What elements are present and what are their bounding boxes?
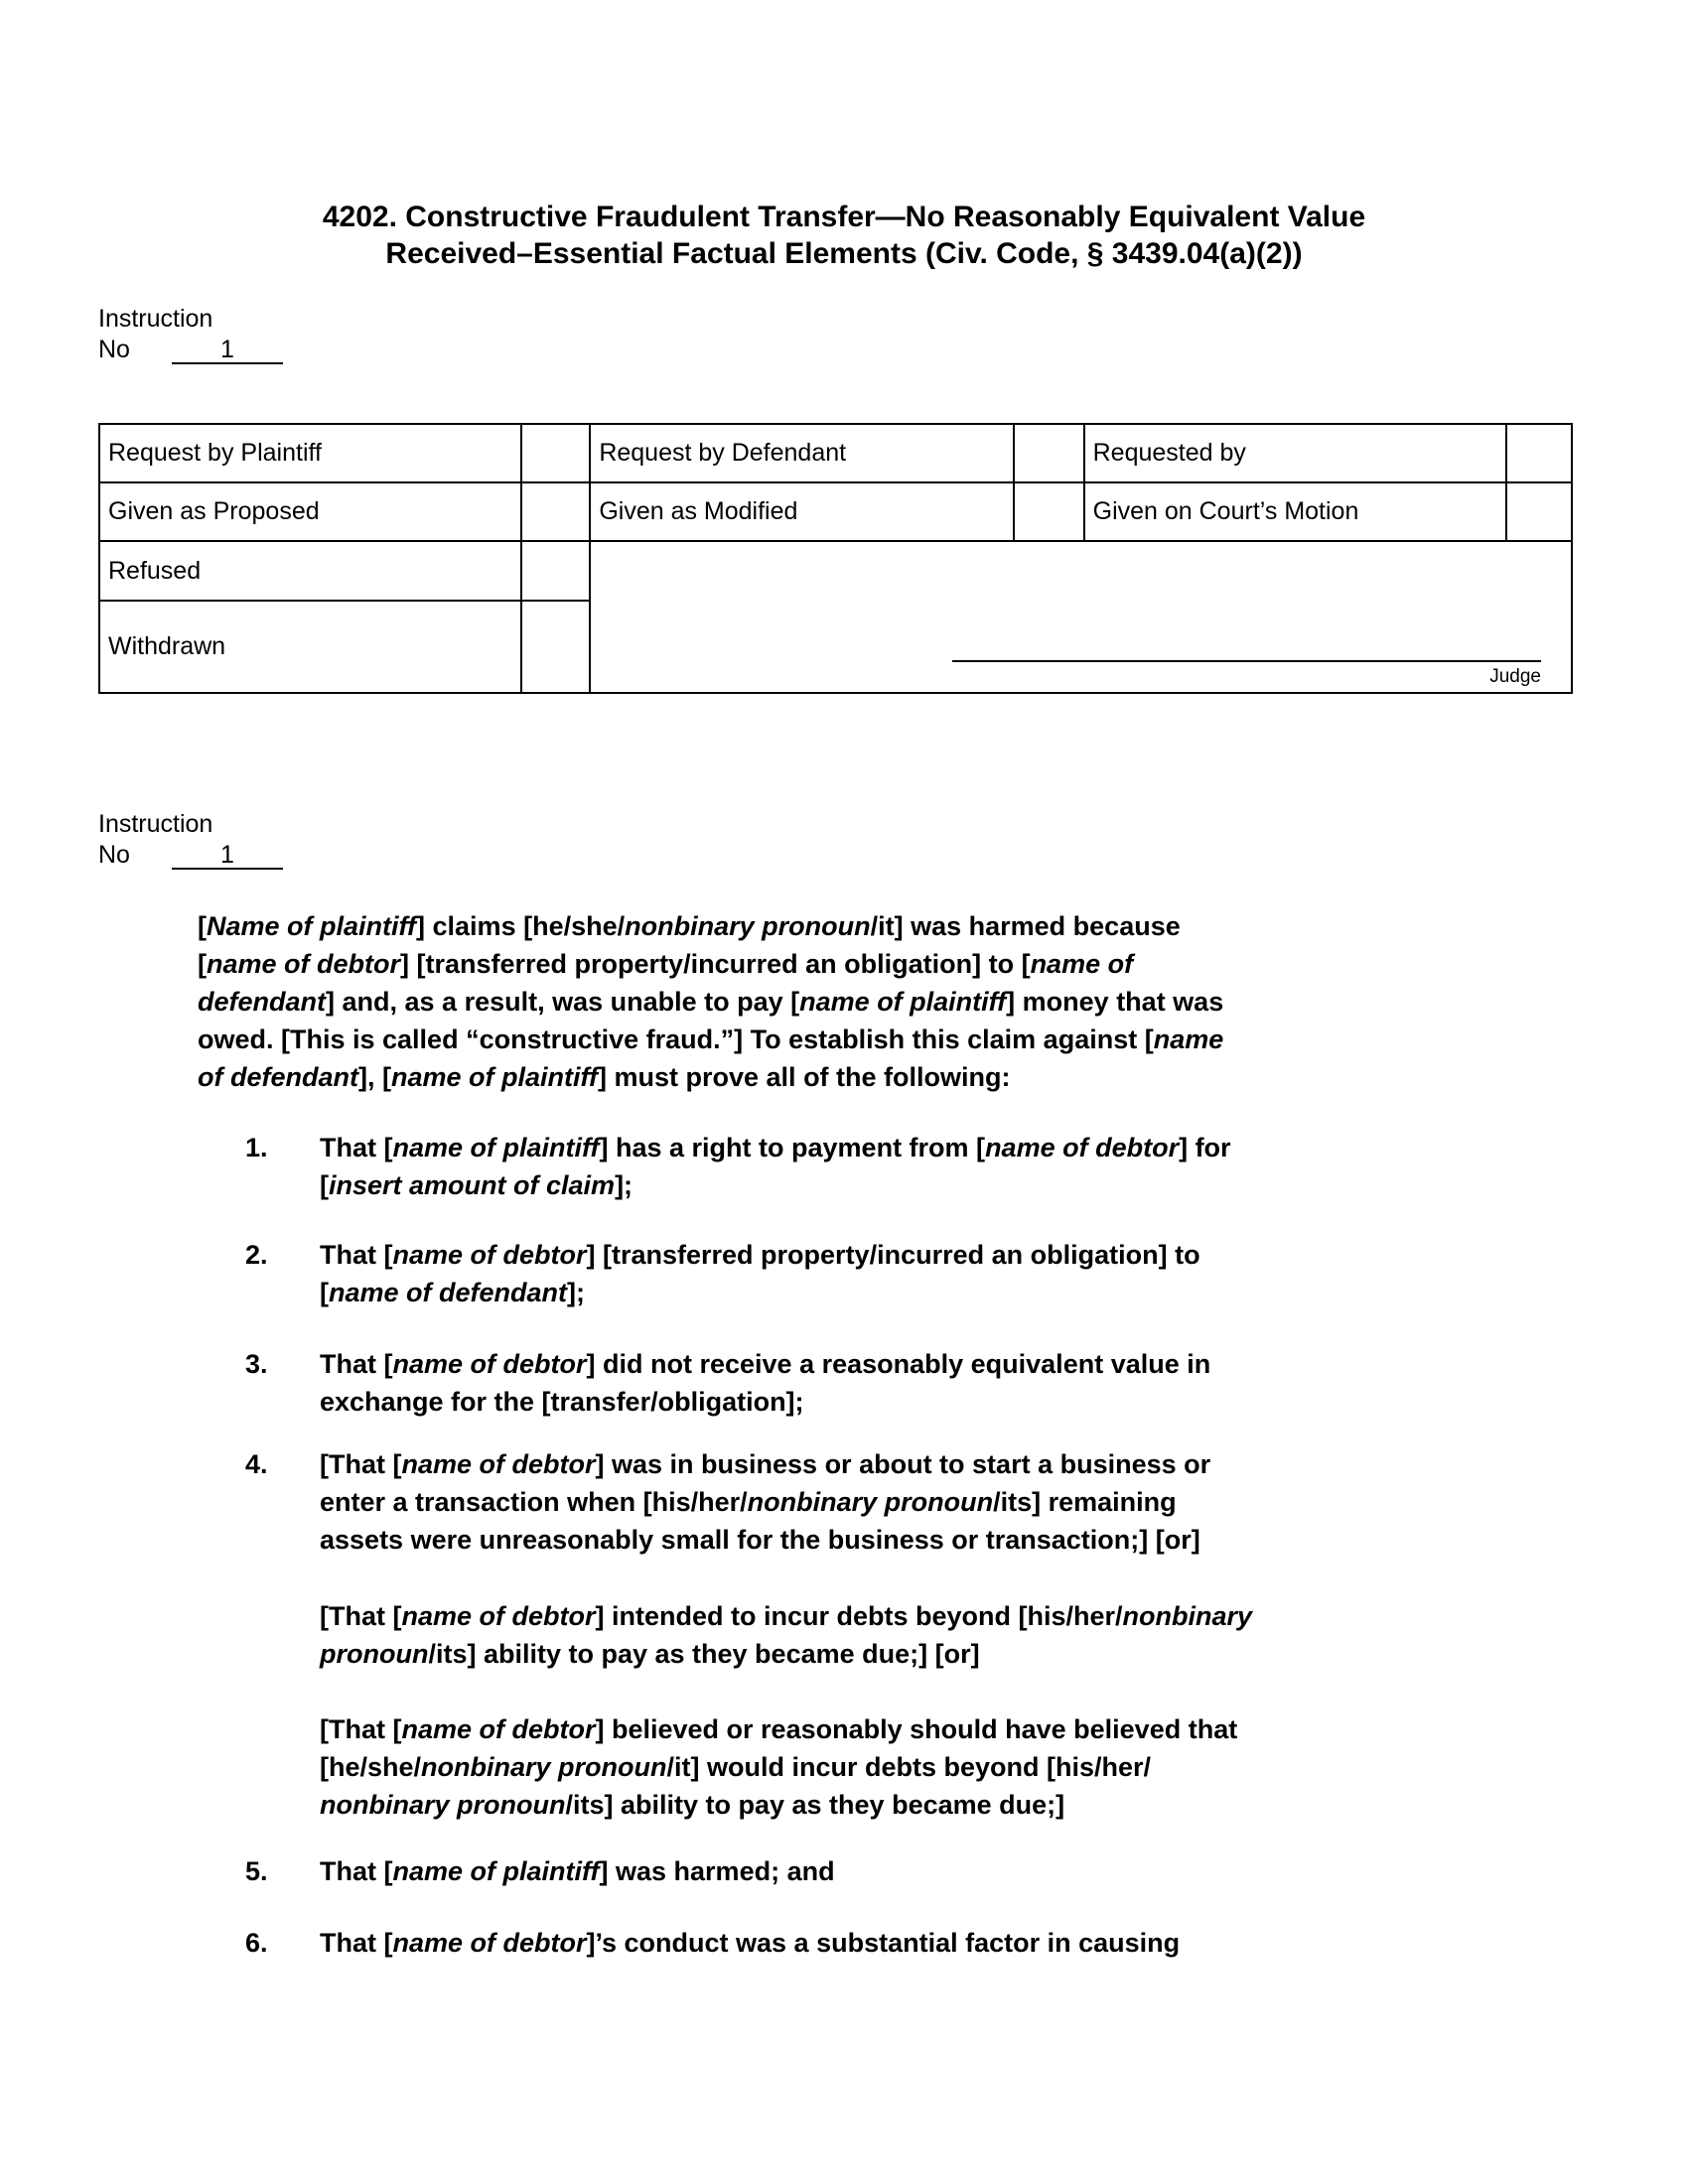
element-item-3 — [245, 1345, 1211, 1421]
text-line — [320, 1710, 1237, 1748]
text-line — [198, 1021, 1223, 1058]
placeholder-text: name of plaintiff — [392, 1133, 600, 1162]
request-by-plaintiff-label: Request by Plaintiff — [99, 424, 521, 482]
instruction-number-field[interactable]: 1 — [172, 842, 283, 870]
text-segment: ] believed or reasonably should have believed that — [595, 1714, 1238, 1744]
intro-paragraph — [198, 907, 1223, 1096]
text-line — [320, 1635, 1252, 1673]
judge-label: Judge — [1489, 666, 1541, 687]
text-segment: [ — [198, 949, 207, 979]
text-line — [320, 1129, 1231, 1166]
request-by-defendant-label: Request by Defendant — [590, 424, 1013, 482]
text-segment: [That [ — [320, 1714, 402, 1744]
text-line — [320, 1166, 1231, 1204]
text-segment: ]; — [567, 1278, 586, 1307]
no-label: No — [98, 841, 130, 869]
text-segment: That [ — [320, 1349, 393, 1379]
placeholder-text: name of debtor — [392, 1928, 587, 1958]
placeholder-text: defendant — [198, 987, 327, 1017]
placeholder-text: name of debtor — [207, 949, 401, 979]
text-line — [320, 1236, 1200, 1274]
placeholder-text: name of — [1030, 949, 1134, 979]
text-segment: ] did not receive a reasonably equivalent value in — [586, 1349, 1211, 1379]
text-segment: ] was harmed; and — [599, 1856, 835, 1886]
text-segment: ] for — [1179, 1133, 1231, 1162]
instruction-number-top — [98, 304, 283, 365]
text-segment: /it] was harmed because — [870, 911, 1181, 941]
withdrawn-checkbox[interactable] — [521, 601, 590, 693]
item-number: 1. — [245, 1133, 268, 1162]
placeholder-text: name of plaintiff — [392, 1856, 600, 1886]
text-line — [198, 1058, 1223, 1096]
placeholder-text: name of debtor — [401, 1449, 596, 1479]
text-line — [320, 1597, 1252, 1635]
text-line — [320, 1924, 1180, 1962]
text-segment: [ — [198, 911, 207, 941]
placeholder-text: of defendant — [198, 1062, 358, 1092]
text-line — [198, 907, 1223, 945]
element-item-1 — [245, 1129, 1231, 1204]
given-on-courts-motion-label: Given on Court’s Motion — [1084, 482, 1506, 541]
requested-by-label: Requested by — [1084, 424, 1506, 482]
text-segment: exchange for the [transfer/obligation]; — [320, 1387, 804, 1417]
requested-by-checkbox[interactable] — [1506, 424, 1572, 482]
text-segment: That [ — [320, 1856, 393, 1886]
placeholder-text: name of plaintiff — [391, 1062, 599, 1092]
text-segment: /it] would incur debts beyond [his/her/ — [666, 1752, 1152, 1782]
element-item-4-alternative-b — [320, 1597, 1252, 1673]
text-segment: [he/she/ — [320, 1752, 422, 1782]
no-label: No — [98, 336, 130, 363]
placeholder-text: nonbinary pronoun — [747, 1487, 994, 1517]
text-segment: ] must prove all of the following: — [598, 1062, 1011, 1092]
item-number: 4. — [245, 1449, 268, 1479]
text-line — [320, 1274, 1200, 1311]
text-line — [320, 1748, 1237, 1786]
given-as-modified-label: Given as Modified — [590, 482, 1013, 541]
title-line-2: Received–Essential Factual Elements (Civ. Code, § 3439.04(a)(2)) — [385, 237, 1303, 270]
text-segment: ] and, as a result, was unable to pay [ — [326, 987, 800, 1017]
placeholder-text: name — [1153, 1024, 1224, 1054]
request-by-defendant-checkbox[interactable] — [1014, 424, 1084, 482]
text-segment: ] was in business or about to start a business or — [595, 1449, 1211, 1479]
text-line — [320, 1483, 1210, 1521]
text-segment: /its] remaining — [993, 1487, 1177, 1517]
text-segment: ]; — [615, 1170, 633, 1200]
request-by-plaintiff-checkbox[interactable] — [521, 424, 590, 482]
text-segment: [That [ — [320, 1601, 402, 1631]
text-line — [320, 1445, 1210, 1483]
item-number: 6. — [245, 1928, 268, 1958]
element-item-6 — [245, 1924, 1181, 1962]
given-as-proposed-label: Given as Proposed — [99, 482, 521, 541]
text-segment: ] has a right to payment from [ — [599, 1133, 986, 1162]
judge-signature-line[interactable] — [952, 660, 1541, 662]
placeholder-text: name of debtor — [392, 1240, 587, 1270]
text-line — [198, 945, 1223, 983]
instruction-disposition-form — [98, 423, 1573, 694]
text-line — [320, 1345, 1210, 1383]
placeholder-text: name of debtor — [392, 1349, 587, 1379]
text-segment: That [ — [320, 1133, 393, 1162]
given-as-proposed-checkbox[interactable] — [521, 482, 590, 541]
text-segment: ] claims [he/she/ — [416, 911, 626, 941]
text-segment: [ — [320, 1170, 329, 1200]
text-line — [198, 983, 1223, 1021]
text-segment: [ — [320, 1278, 329, 1307]
text-segment: That [ — [320, 1928, 393, 1958]
text-segment: owed. [This is called “constructive fraud.”] To establish this claim against [ — [198, 1024, 1154, 1054]
text-segment: ] intended to incur debts beyond [his/her/ — [595, 1601, 1123, 1631]
placeholder-text: nonbinary pronoun — [625, 911, 871, 941]
given-as-modified-checkbox[interactable] — [1014, 482, 1084, 541]
placeholder-text: name of plaintiff — [799, 987, 1007, 1017]
text-line — [320, 1521, 1210, 1559]
placeholder-text: name of debtor — [401, 1714, 596, 1744]
item-number: 5. — [245, 1856, 268, 1886]
refused-checkbox[interactable] — [521, 541, 590, 601]
placeholder-text: name of debtor — [401, 1601, 596, 1631]
instruction-label: Instruction — [98, 810, 213, 838]
text-line — [320, 1383, 1210, 1421]
placeholder-text: nonbinary pronoun — [421, 1752, 667, 1782]
placeholder-text: name of debtor — [985, 1133, 1180, 1162]
judge-signature-area — [590, 541, 1572, 693]
element-item-2 — [245, 1236, 1200, 1311]
placeholder-text: insert amount of claim — [329, 1170, 616, 1200]
item-number: 2. — [245, 1240, 268, 1270]
text-segment: assets were unreasonably small for the business or transaction;] [or] — [320, 1525, 1200, 1555]
refused-label: Refused — [99, 541, 521, 601]
instruction-label: Instruction — [98, 305, 213, 333]
instruction-title — [0, 199, 1688, 272]
placeholder-text: pronoun — [320, 1639, 429, 1669]
text-segment: ] money that was — [1006, 987, 1224, 1017]
text-segment: ]’s conduct was a substantial factor in causing — [586, 1928, 1181, 1958]
text-segment: ] [transferred property/incurred an obligation] to [ — [400, 949, 1031, 979]
text-segment: [That [ — [320, 1449, 402, 1479]
text-line — [320, 1852, 835, 1890]
instruction-number-bottom — [98, 809, 283, 871]
text-segment: ] [transferred property/incurred an obligation] to — [586, 1240, 1200, 1270]
element-item-4 — [245, 1445, 1211, 1559]
given-on-courts-motion-checkbox[interactable] — [1506, 482, 1572, 541]
text-segment: ], [ — [358, 1062, 391, 1092]
title-line-1: 4202. Constructive Fraudulent Transfer—No Reasonably Equivalent Value — [322, 201, 1366, 233]
element-item-4-alternative-c — [320, 1710, 1237, 1824]
element-item-5 — [245, 1852, 835, 1890]
placeholder-text: name of defendant — [329, 1278, 568, 1307]
text-segment: That [ — [320, 1240, 393, 1270]
placeholder-text: nonbinary pronoun — [320, 1790, 566, 1820]
text-segment: /its] ability to pay as they became due;] [or] — [428, 1639, 980, 1669]
withdrawn-label: Withdrawn — [99, 601, 521, 693]
instruction-number-field[interactable]: 1 — [172, 337, 283, 364]
placeholder-text: Name of plaintiff — [207, 911, 417, 941]
text-segment: /its] ability to pay as they became due;] — [565, 1790, 1065, 1820]
text-segment: enter a transaction when [his/her/ — [320, 1487, 748, 1517]
text-line — [320, 1786, 1237, 1824]
placeholder-text: nonbinary — [1122, 1601, 1253, 1631]
item-number: 3. — [245, 1349, 268, 1379]
